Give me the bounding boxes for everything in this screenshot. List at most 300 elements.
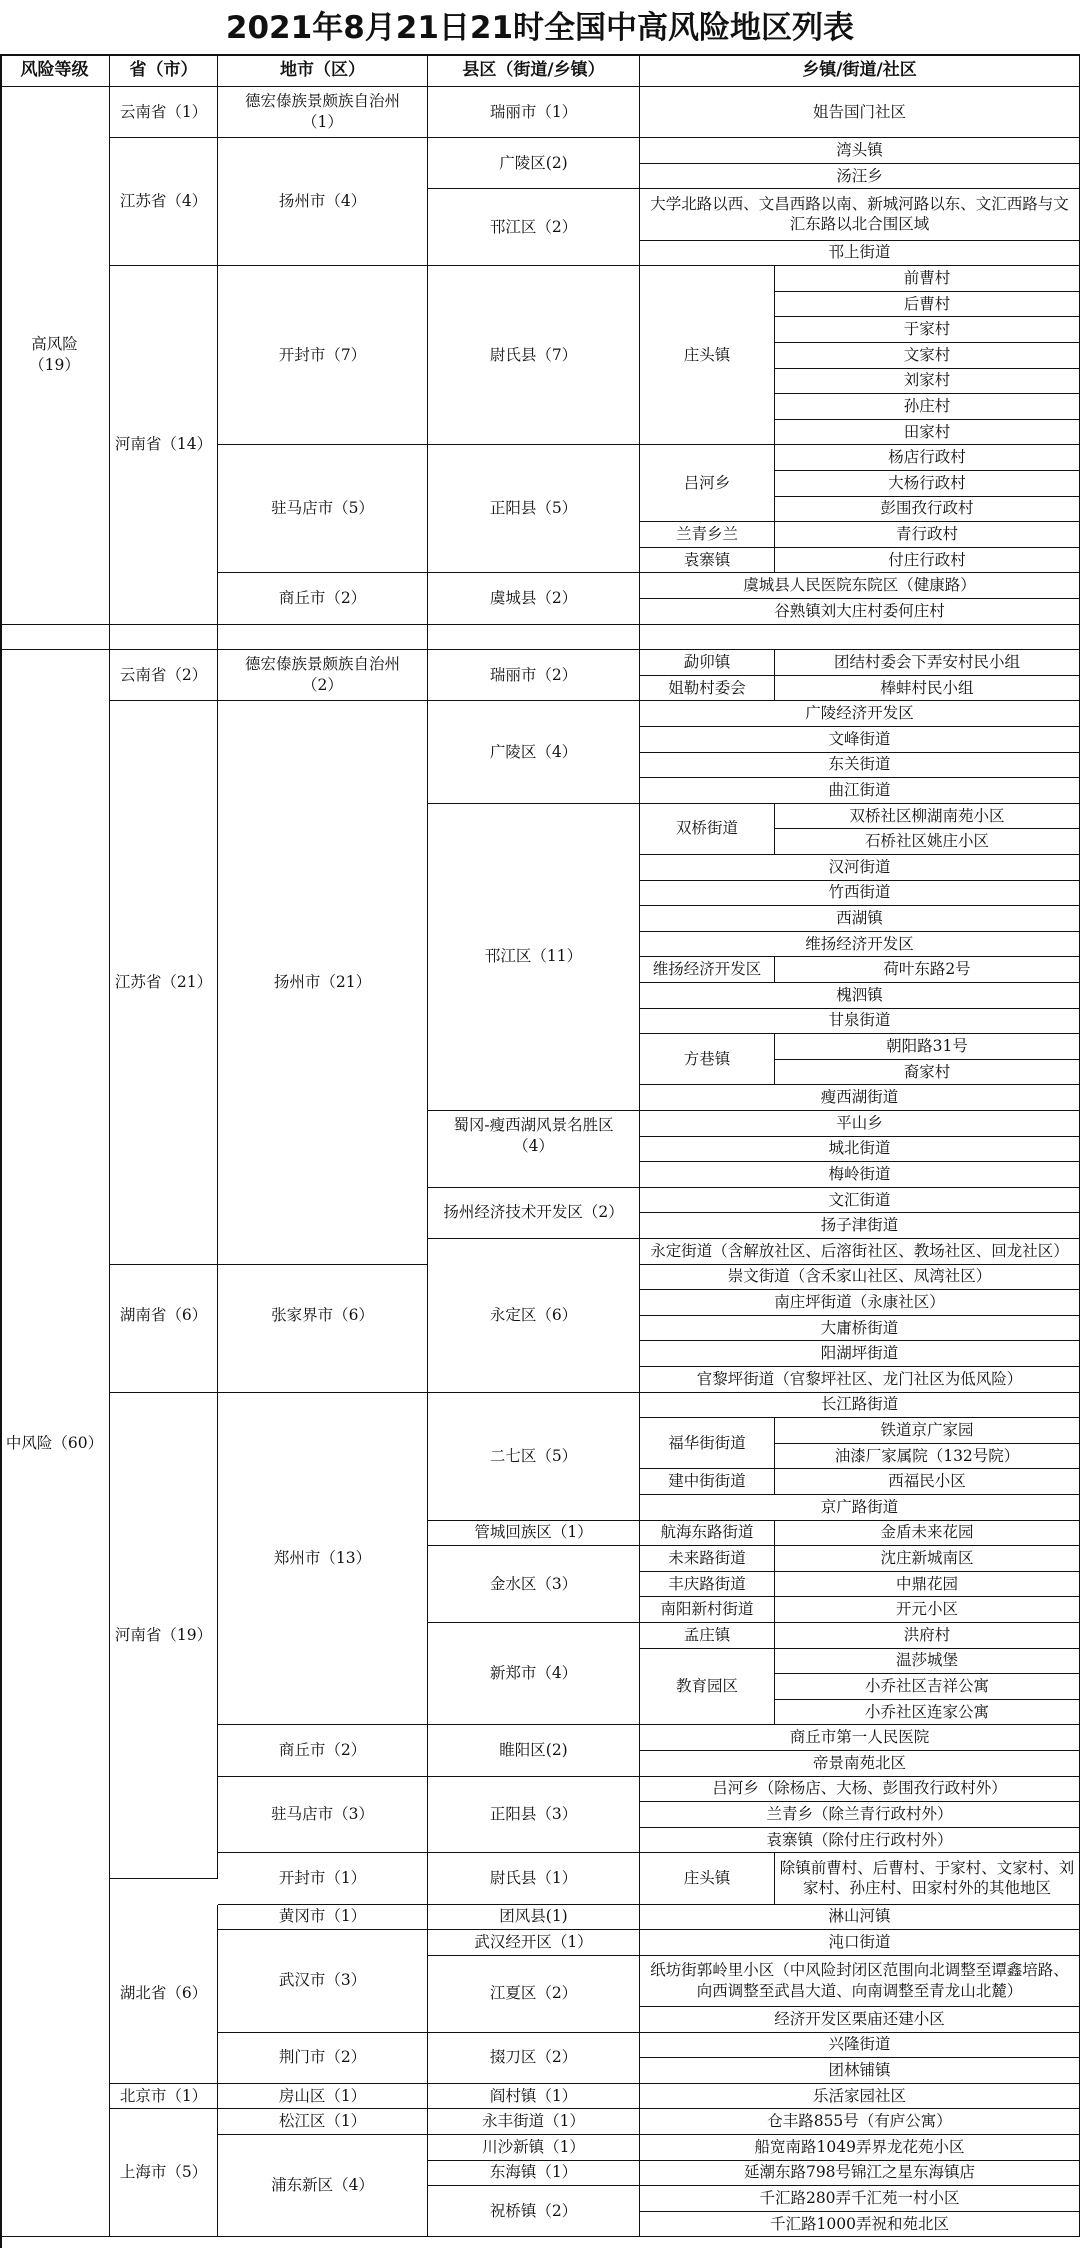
mid-hanjiang-county-text: 邗江区（11） (484, 947, 583, 966)
mid-ruili-item (775, 676, 1080, 702)
mid-jiangxia-county-text: 江夏区（2） (489, 1984, 578, 2003)
mid-zhuqiao-item (640, 2212, 1080, 2238)
mid-jiaoyu-item (775, 1674, 1080, 1700)
header-risk-level (0, 54, 110, 87)
mid-xinzheng-county-text: 新郑市（4） (489, 1664, 578, 1683)
mid-jiangxia-county (428, 1956, 640, 2033)
high-lanqing-town-text: 兰青乡兰 (675, 525, 738, 544)
high-yunnan-item-text: 姐告国门社区 (812, 102, 906, 121)
mid-jiaoyu-item-text: 小乔社区吉祥公寓 (864, 1677, 989, 1696)
mid-jiaoyu-item (775, 1649, 1080, 1675)
high-lvhe-town (640, 445, 775, 522)
mid-jiaoyu-item (775, 1700, 1080, 1726)
mid-hanjiang-item-text: 甘泉街道 (828, 1011, 891, 1030)
header-province (110, 54, 218, 87)
high-hanjiang-county (428, 189, 640, 266)
mid-fuhua-town (640, 1418, 775, 1469)
mid-yancun-item (640, 2084, 1080, 2110)
mid-jianzhong-town-text: 建中街街道 (668, 1472, 746, 1491)
header-town-text: 乡镇/街道/社区 (802, 59, 917, 80)
mid-chuansha-county (428, 2135, 640, 2161)
separator-cell (110, 625, 218, 651)
mid-fangxiang-item (775, 1034, 1080, 1060)
mid-shuangqiao-item-text: 双桥社区柳湖南苑小区 (849, 806, 1005, 825)
mid-hanjiang-item-text: 西湖镇 (836, 909, 883, 928)
mid-guancheng-county-text: 管城回族区（1） (474, 1523, 593, 1542)
high-guangling-item (640, 138, 1080, 164)
mid-wuhan-dev-item-text: 沌口街道 (828, 1933, 891, 1952)
high-yunnan-city-text: 德宏傣族景颇族自治州 （1） (244, 92, 400, 132)
high-lvhe-village-text: 大杨行政村 (888, 473, 966, 492)
mid-zhuangtou-item (775, 1853, 1080, 1904)
mid-yunnan-province-text: 云南省（2） (119, 665, 208, 684)
mid-tuanfeng-county (428, 1905, 640, 1931)
mid-fangxiang-item-text: 朝阳路31号 (886, 1037, 968, 1056)
mid-yongfeng-county (428, 2109, 640, 2135)
mid-jinshui-town (640, 1572, 775, 1598)
mid-etdz-item (640, 1213, 1080, 1239)
mid-wuhan-dev-county (428, 1930, 640, 1956)
mid-tuanfeng-county-text: 团风县(1) (499, 1907, 568, 1926)
mid-yongfeng-county-text: 永丰街道（1） (482, 2112, 585, 2131)
mid-yangzhou-city-text: 扬州市（21） (273, 973, 372, 992)
mid-weiyang-item-text: 荷叶东路2号 (883, 960, 971, 979)
mid-jiangxia-item (640, 1956, 1080, 2007)
high-guangling-item-text: 汤汪乡 (836, 166, 883, 185)
high-lvhe-town-text: 吕河乡 (683, 473, 731, 492)
separator-cell (0, 625, 110, 651)
mid-suiyang-item (640, 1725, 1080, 1751)
mid-yunnan-city (218, 650, 428, 701)
mid-guangling-item-text: 广陵经济开发区 (805, 704, 914, 723)
mid-zhumadian-city-text: 驻马店市（3） (271, 1805, 374, 1824)
mid-jinshui-town-text: 未来路街道 (668, 1549, 746, 1568)
mid-shugang-item (640, 1137, 1080, 1163)
mid-hanjiang-item (640, 855, 1080, 881)
mid-fangxiang-town (640, 1034, 775, 1085)
high-yucheng-item-text: 虞城县人民医院东院区（健康路） (743, 576, 976, 595)
high-zhuangtou-village-text: 田家村 (903, 422, 951, 441)
high-hanjiang-item-text: 大学北路以西、文昌西路以南、新城河路以东、文汇西路与文汇东路以北合围区域 (650, 194, 1069, 234)
mid-zhengyang-county (428, 1777, 640, 1854)
mid-yancun-item-text: 乐活家园社区 (812, 2086, 906, 2105)
mid-suiyang-county (428, 1725, 640, 1776)
high-jiangsu-city (218, 138, 428, 266)
mid-shanghai-province-text: 上海市（5） (119, 2163, 208, 2182)
mid-huanggang-city-text: 黄冈市（1） (278, 1907, 367, 1926)
mid-zhuangtou-town (640, 1853, 775, 1904)
mid-ruili-item-text: 团结村委会下弄安村民小组 (833, 653, 1020, 672)
mid-yongding-item-text: 永定街道（含解放社区、后溶街社区、教场社区、回龙社区） (650, 1241, 1069, 1260)
mid-hanjiang-item (640, 881, 1080, 907)
mid-guangling-item-text: 文峰街道 (828, 729, 891, 748)
mid-fuhua-item (775, 1444, 1080, 1470)
mid-jingmen-city-text: 荆门市（2） (278, 2048, 367, 2067)
high-guangling-county-text: 广陵区(2) (499, 153, 568, 172)
high-zhumadian-city-text: 驻马店市（5） (271, 499, 374, 518)
mid-ruili-county (428, 650, 640, 701)
high-lanqing-village (775, 522, 1080, 548)
high-yuanzhai-town-text: 袁寨镇 (683, 550, 731, 569)
mid-shugang-item-text: 梅岭街道 (828, 1165, 891, 1184)
mid-yunnan-city-text: 德宏傣族景颇族自治州 （2） (244, 655, 400, 695)
header-province-text: 省（市） (129, 59, 198, 80)
mid-yongding-county-text: 永定区（6） (489, 1305, 578, 1324)
mid-kaifeng-city-text: 开封市（1） (278, 1869, 367, 1888)
mid-shanghai-province (110, 2109, 218, 2237)
mid-duodao-item-text: 兴隆街道 (828, 2035, 891, 2054)
mid-duodao-item (640, 2033, 1080, 2059)
mid-yancun-county (428, 2084, 640, 2110)
mid-ruili-town-text: 姐勒村委会 (668, 678, 746, 697)
high-jiangsu-province-text: 江苏省（4） (119, 192, 208, 211)
mid-yongfeng-item-text: 仓丰路855号（有庐公寓） (767, 2112, 952, 2131)
mid-shuangqiao-town-text: 双桥街道 (675, 819, 738, 838)
mid-yongding-item (640, 1239, 1080, 1265)
mid-beijing-province (110, 2084, 218, 2110)
mid-donghai-item-text: 延潮东路798号锦江之星东海镇店 (743, 2163, 976, 2182)
mid-guangling-item (640, 778, 1080, 804)
mid-guangling-county (428, 701, 640, 803)
high-hanjiang-county-text: 邗江区（2） (489, 217, 578, 236)
header-city-text: 地市（区） (280, 59, 365, 80)
risk-area-table (0, 54, 1080, 2248)
mid-huanggang-city (218, 1905, 428, 1931)
high-hanjiang-item (640, 241, 1080, 267)
high-zhuangtou-village (775, 394, 1080, 420)
mid-ruili-item-text: 棒蚌村民小组 (880, 678, 974, 697)
mid-chuansha-item (640, 2135, 1080, 2161)
mid-guancheng-county (428, 1521, 640, 1547)
mid-xinzheng-county (428, 1623, 640, 1725)
mid-shugang-item-text: 平山乡 (836, 1113, 883, 1132)
mid-fuhua-item (775, 1418, 1080, 1444)
mid-zhuqiao-county-text: 祝桥镇（2） (489, 2201, 578, 2220)
mid-jianzhong-town (640, 1469, 775, 1495)
mid-suiyang-item-text: 商丘市第一人民医院 (789, 1728, 930, 1747)
mid-mengzhuang-town (640, 1623, 775, 1649)
mid-pudong-city (218, 2135, 428, 2237)
mid-tuanfeng-item-text: 淋山河镇 (828, 1907, 891, 1926)
mid-zhuqiao-county (428, 2186, 640, 2237)
mid-guangling-item (640, 727, 1080, 753)
mid-weishi-county-text: 尉氏县（1） (489, 1869, 578, 1888)
high-zhuangtou-village (775, 292, 1080, 318)
high-zhumadian-city (218, 445, 428, 573)
header-city (218, 54, 428, 87)
high-guangling-county (428, 138, 640, 189)
mid-ruili-county-text: 瑞丽市（2） (489, 665, 578, 684)
high-yuanzhai-town (640, 548, 775, 574)
separator-cell (218, 625, 428, 651)
mid-yongding-item-text: 官黎坪街道（官黎坪社区、龙门社区为低风险） (696, 1369, 1023, 1388)
mid-hanjiang-item (640, 983, 1080, 1009)
high-lvhe-village (775, 471, 1080, 497)
mid-jiaoyu-town (640, 1649, 775, 1726)
high-lvhe-village-text: 彭围孜行政村 (880, 499, 974, 518)
mid-zhengyang-item-text: 兰青乡（除兰青行政村外） (766, 1805, 953, 1824)
mid-weishi-county (428, 1853, 640, 1904)
mid-yongding-item-text: 南庄坪街道（永康社区） (774, 1293, 945, 1312)
mid-guangling-item (640, 753, 1080, 779)
mid-shangqiu-city-text: 商丘市（2） (278, 1741, 367, 1760)
mid-zhuqiao-item-text: 千汇路280弄千汇苑一村小区 (759, 2189, 960, 2208)
high-zhuangtou-village (775, 343, 1080, 369)
mid-fangxiang-item (775, 1060, 1080, 1086)
mid-ruili-town (640, 650, 775, 676)
mid-wuhan-city (218, 1930, 428, 2032)
separator-cell (640, 625, 1080, 651)
mid-guancheng-town-text: 航海东路街道 (660, 1523, 754, 1542)
mid-fuhua-item-text: 油漆厂家属院（132号院） (834, 1446, 1020, 1465)
mid-zhengyang-item (640, 1777, 1080, 1803)
mid-suiyang-county-text: 睢阳区(2) (499, 1741, 568, 1760)
mid-weiyang-item (775, 957, 1080, 983)
mid-erqi-county-text: 二七区（5） (489, 1446, 578, 1465)
mid-jiangxia-item-text: 纸坊街郭岭里小区（中风险封闭区范围向北调整至谭鑫培路、向西调整至武昌大道、向南调整至青龙山北麓） (650, 1960, 1069, 2000)
high-zhuangtou-village-text: 后曹村 (903, 294, 951, 313)
mid-jinshui-item-text: 中鼎花园 (895, 1574, 958, 1593)
high-lvhe-village (775, 497, 1080, 523)
mid-jinshui-item-text: 沈庄新城南区 (880, 1549, 974, 1568)
mid-zhuangtou-item-text: 除镇前曹村、后曹村、于家村、文家村、刘家村、孙庄村、田家村外的其他地区 (779, 1858, 1075, 1898)
mid-duodao-county-text: 掇刀区（2） (489, 2048, 578, 2067)
mid-etdz-county-text: 扬州经济技术开发区（2） (443, 1203, 624, 1222)
mid-etdz-item-text: 扬子津街道 (820, 1216, 899, 1235)
high-shangqiu-city-text: 商丘市（2） (278, 589, 367, 608)
mid-hanjiang-item-text: 竹西街道 (828, 883, 891, 902)
mid-yongding-item (640, 1265, 1080, 1291)
mid-zhuqiao-item-text: 千汇路1000弄祝和苑北区 (770, 2214, 949, 2233)
mid-jinshui-item (775, 1546, 1080, 1572)
mid-wuhan-dev-county-text: 武汉经开区（1） (474, 1933, 593, 1952)
mid-henan-province-text: 河南省（19） (114, 1625, 213, 1644)
high-yucheng-item (640, 573, 1080, 599)
mid-chuansha-county-text: 川沙新镇（1） (482, 2137, 585, 2156)
mid-henan-province (110, 1393, 218, 1879)
high-risk-level-text: 高风险 （19） (29, 335, 80, 375)
mid-ruili-item (775, 650, 1080, 676)
mid-beijing-province-text: 北京市（1） (119, 2086, 208, 2105)
mid-yancun-county-text: 阎村镇（1） (489, 2086, 578, 2105)
high-guangling-item-text: 湾头镇 (836, 141, 883, 160)
mid-guangling-item-text: 曲江街道 (828, 781, 891, 800)
mid-guancheng-town (640, 1521, 775, 1547)
mid-shuangqiao-town (640, 804, 775, 855)
mid-zhengyang-county-text: 正阳县（3） (489, 1805, 578, 1824)
mid-songjiang-city (218, 2109, 428, 2135)
mid-yongding-item-text: 崇文街道（含禾家山社区、凤湾社区） (727, 1267, 992, 1286)
high-yunnan-city (218, 87, 428, 138)
high-zhuangtou-village-text: 于家村 (903, 320, 951, 339)
mid-shuangqiao-item (775, 829, 1080, 855)
mid-risk-level (0, 650, 110, 2237)
mid-hubei-province (110, 1905, 218, 2084)
high-yucheng-county-text: 虞城县（2） (489, 589, 578, 608)
mid-jiangxia-item (640, 2007, 1080, 2033)
mid-etdz-item (640, 1188, 1080, 1214)
mid-zhuqiao-item (640, 2186, 1080, 2212)
mid-erqi-item-text: 京广路街道 (820, 1497, 899, 1516)
high-yucheng-item-text: 谷熟镇刘大庄村委何庄村 (774, 601, 945, 620)
mid-hanjiang-item-text: 汉河街道 (828, 857, 891, 876)
mid-tuanfeng-item (640, 1905, 1080, 1931)
mid-jinshui-town (640, 1597, 775, 1623)
mid-jiangsu-province-text: 江苏省（21） (114, 973, 213, 992)
mid-zhengzhou-city-text: 郑州市（13） (273, 1549, 372, 1568)
high-zhuangtou-village (775, 266, 1080, 292)
high-jiangsu-city-text: 扬州市（4） (278, 192, 367, 211)
mid-yongding-item (640, 1290, 1080, 1316)
high-hanjiang-item (640, 189, 1080, 240)
mid-yongfeng-item (640, 2109, 1080, 2135)
mid-shugang-item (640, 1162, 1080, 1188)
mid-yongding-item (640, 1316, 1080, 1342)
mid-guancheng-item-text: 金盾未来花园 (880, 1523, 974, 1542)
mid-ruili-town-text: 勐卯镇 (683, 653, 731, 672)
high-risk-level (0, 87, 110, 625)
mid-etdz-item-text: 文汇街道 (828, 1190, 891, 1209)
mid-weiyang-town (640, 957, 775, 983)
high-henan-province (110, 266, 218, 624)
high-zhuangtou-town (640, 266, 775, 445)
mid-jiaoyu-item-text: 小乔社区连家公寓 (864, 1702, 989, 1721)
mid-yongding-item (640, 1367, 1080, 1393)
high-zhuangtou-village-text: 前曹村 (903, 269, 951, 288)
mid-zhangjiajie-city (218, 1239, 428, 1393)
mid-duodao-item (640, 2058, 1080, 2084)
mid-duodao-county (428, 2033, 640, 2084)
high-shangqiu-city (218, 573, 428, 624)
table-left-border (0, 54, 2, 2248)
high-zhuangtou-village-text: 文家村 (903, 345, 951, 364)
mid-shugang-item-text: 城北街道 (828, 1139, 891, 1158)
high-yunnan-item (640, 87, 1080, 138)
mid-zhengyang-item (640, 1802, 1080, 1828)
high-weishi-county (428, 266, 640, 445)
high-yuanzhai-village (775, 548, 1080, 574)
mid-hanjiang-item (640, 932, 1080, 958)
high-yucheng-county (428, 573, 640, 624)
high-yunnan-province-text: 云南省（1） (119, 102, 208, 121)
mid-shugang-item (640, 1111, 1080, 1137)
mid-hanjiang-item (640, 1009, 1080, 1035)
mid-mengzhuang-town-text: 孟庄镇 (683, 1625, 731, 1644)
header-town (640, 54, 1080, 87)
high-yuanzhai-village-text: 付庄行政村 (888, 550, 966, 569)
high-zhuangtou-village-text: 刘家村 (903, 371, 951, 390)
mid-shuangqiao-item (775, 804, 1080, 830)
mid-yongding-item-text: 大庸桥街道 (820, 1318, 899, 1337)
separator-cell (428, 625, 640, 651)
high-weishi-county-text: 尉氏县（7） (489, 345, 578, 364)
header-county (428, 54, 640, 87)
mid-yongding-county (428, 1239, 640, 1393)
mid-jinshui-item (775, 1572, 1080, 1598)
mid-donghai-item (640, 2161, 1080, 2187)
mid-yangzhou-city (218, 701, 428, 1264)
mid-jinshui-town-text: 南阳新村街道 (660, 1600, 754, 1619)
mid-jiangsu-province (110, 701, 218, 1264)
high-zhengyang-county (428, 445, 640, 573)
mid-yongding-item-text: 阳湖坪街道 (820, 1344, 899, 1363)
mid-donghai-county (428, 2161, 640, 2187)
high-zhuangtou-village (775, 317, 1080, 343)
mid-erqi-county (428, 1393, 640, 1521)
high-kaifeng-city-text: 开封市（7） (278, 345, 367, 364)
mid-mengzhuang-item (775, 1623, 1080, 1649)
mid-jinshui-item-text: 开元小区 (895, 1600, 958, 1619)
high-yunnan-county (428, 87, 640, 138)
mid-jianzhong-item-text: 西福民小区 (888, 1472, 966, 1491)
mid-jiaoyu-town-text: 教育园区 (675, 1677, 738, 1696)
mid-wuhan-city-text: 武汉市（3） (278, 1971, 367, 1990)
mid-jianzhong-item (775, 1469, 1080, 1495)
mid-fangxiang-town-text: 方巷镇 (683, 1049, 731, 1068)
mid-duodao-item-text: 团林铺镇 (828, 2061, 891, 2080)
mid-guangling-item-text: 东关街道 (828, 755, 891, 774)
mid-hanjiang-item-text: 槐泗镇 (836, 985, 883, 1004)
high-kaifeng-city (218, 266, 428, 445)
mid-suiyang-item-text: 帝景南苑北区 (812, 1753, 906, 1772)
mid-jinshui-county (428, 1546, 640, 1623)
mid-shugang-item-text: 瘦西湖街道 (820, 1088, 899, 1107)
mid-risk-level-text: 中风险（60） (5, 1433, 104, 1452)
mid-erqi-item (640, 1495, 1080, 1521)
mid-jinshui-town-text: 丰庆路街道 (668, 1574, 746, 1593)
high-zhengyang-county-text: 正阳县（5） (489, 499, 578, 518)
high-guangling-item (640, 164, 1080, 190)
mid-shangqiu-city (218, 1725, 428, 1776)
high-henan-province-text: 河南省（14） (114, 435, 213, 454)
high-zhuangtou-village-text: 孙庄村 (903, 397, 951, 416)
mid-fuhua-town-text: 福华街街道 (668, 1433, 746, 1452)
mid-fangshan-city-text: 房山区（1） (278, 2086, 367, 2105)
mid-jinshui-county-text: 金水区（3） (489, 1574, 578, 1593)
header-risk-level-text: 风险等级 (20, 59, 89, 80)
header-county-text: 县区（街道/乡镇） (462, 59, 605, 80)
high-jiangsu-province (110, 138, 218, 266)
mid-hanjiang-county (428, 804, 640, 1111)
high-zhuangtou-village (775, 420, 1080, 446)
mid-fuhua-item-text: 铁道京广家园 (880, 1421, 974, 1440)
mid-hubei-province-text: 湖北省（6） (119, 1984, 208, 2003)
mid-zhengyang-item (640, 1828, 1080, 1854)
high-lvhe-village-text: 杨店行政村 (888, 448, 966, 467)
mid-fangshan-city (218, 2084, 428, 2110)
mid-hanjiang-item-text: 维扬经济开发区 (805, 934, 914, 953)
mid-guancheng-item (775, 1521, 1080, 1547)
high-yunnan-county-text: 瑞丽市（1） (489, 102, 578, 121)
high-lanqing-town (640, 522, 775, 548)
mid-suiyang-item (640, 1751, 1080, 1777)
mid-hunan-province-text: 湖南省（6） (119, 1305, 208, 1324)
mid-guangling-item (640, 701, 1080, 727)
mid-shuangqiao-item-text: 石桥社区姚庄小区 (864, 832, 989, 851)
mid-wuhan-dev-item (640, 1930, 1080, 1956)
mid-hanjiang-item (640, 906, 1080, 932)
mid-shugang-county (428, 1085, 640, 1187)
mid-erqi-item-text: 长江路街道 (820, 1395, 899, 1414)
high-zhuangtou-town-text: 庄头镇 (683, 345, 731, 364)
mid-zhuangtou-town-text: 庄头镇 (683, 1869, 731, 1888)
mid-hunan-province (110, 1239, 218, 1393)
mid-donghai-county-text: 东海镇（1） (489, 2163, 578, 2182)
page-title: 2021年8月21日21时全国中高风险地区列表 (225, 10, 855, 46)
mid-kaifeng-city (218, 1853, 428, 1904)
mid-fangxiang-item-text: 裔家村 (903, 1062, 951, 1081)
mid-zhengzhou-city (218, 1393, 428, 1726)
